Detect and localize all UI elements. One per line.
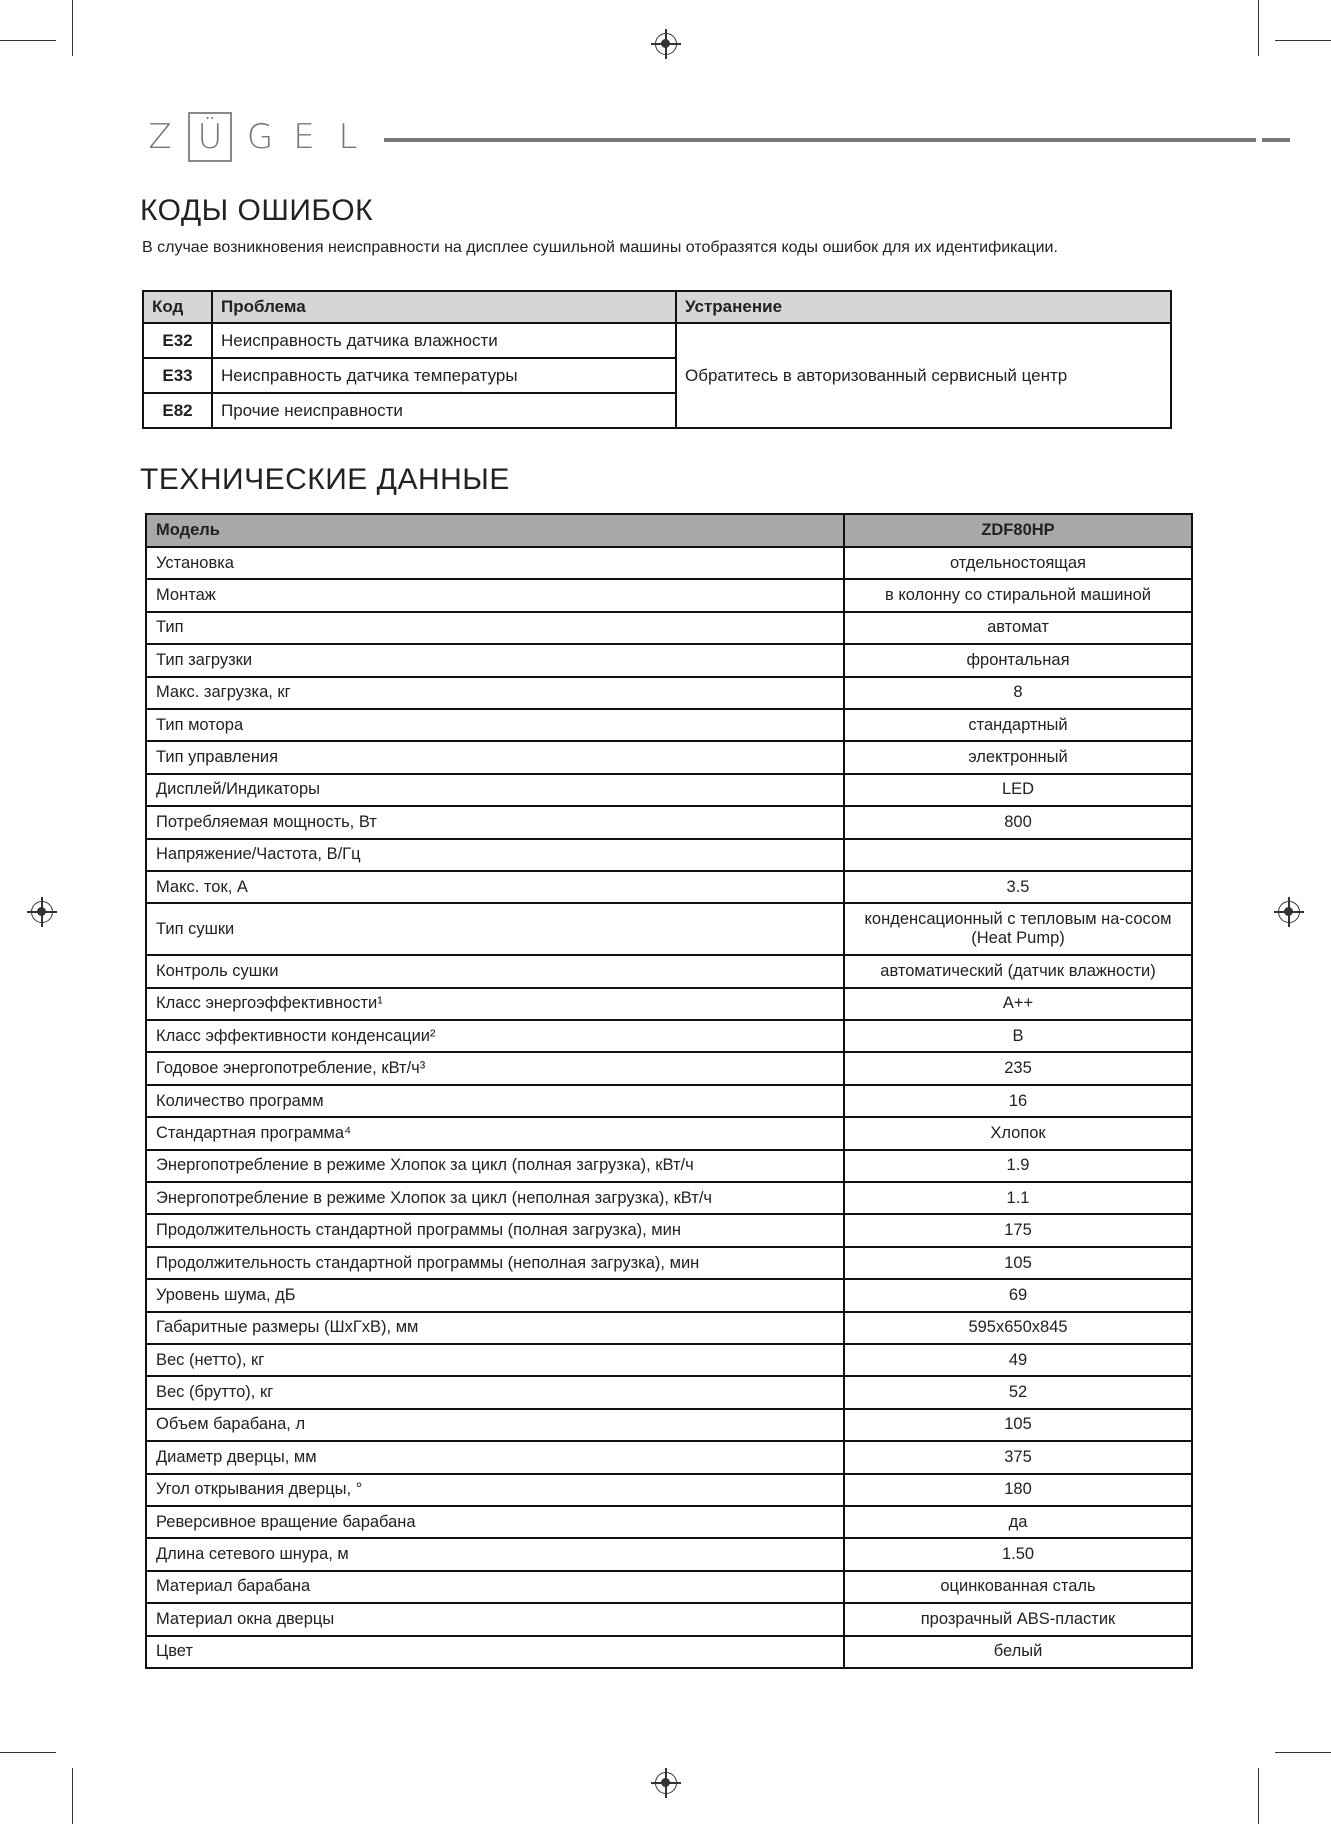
spec-label: Установка <box>146 547 844 579</box>
column-header: Код <box>143 291 212 323</box>
spec-value: 1.9 <box>844 1150 1192 1182</box>
spec-value: конденсационный с тепловым на-сосом (Heat Pump) <box>844 903 1192 955</box>
spec-value: стандартный <box>844 709 1192 741</box>
table-row <box>146 1571 1192 1603</box>
table-row <box>146 1636 1192 1668</box>
spec-label: Габаритные размеры (ШхГхВ), мм <box>146 1312 844 1344</box>
spec-value: 375 <box>844 1441 1192 1473</box>
logo-letter: Ü <box>188 112 232 162</box>
spec-label: Контроль сушки <box>146 955 844 987</box>
table-row <box>146 806 1192 838</box>
model-name: ZDF80HP <box>844 514 1192 547</box>
registration-mark-icon <box>655 33 677 55</box>
spec-value: белый <box>844 1636 1192 1668</box>
table-header-row <box>143 291 1171 323</box>
spec-label: Макс. загрузка, кг <box>146 677 844 709</box>
table-row <box>146 709 1192 741</box>
spec-value <box>844 839 1192 871</box>
error-problem: Неисправность датчика температуры <box>212 358 676 393</box>
table-row <box>146 988 1192 1020</box>
spec-label: Напряжение/Частота, В/Гц <box>146 839 844 871</box>
crop-mark <box>1275 1752 1331 1753</box>
spec-label: Вес (нетто), кг <box>146 1344 844 1376</box>
spec-value: 175 <box>844 1214 1192 1246</box>
spec-value: LED <box>844 774 1192 806</box>
table-row <box>146 1279 1192 1311</box>
table-row <box>146 1409 1192 1441</box>
spec-label: Количество программ <box>146 1085 844 1117</box>
spec-label: Угол открывания дверцы, ° <box>146 1474 844 1506</box>
spec-label: Тип сушки <box>146 903 844 955</box>
logo-letter: G <box>246 117 274 157</box>
registration-mark-icon <box>1278 901 1300 923</box>
table-row <box>146 903 1192 955</box>
spec-label: Вес (брутто), кг <box>146 1376 844 1408</box>
crop-mark <box>1258 1768 1259 1824</box>
table-row <box>146 612 1192 644</box>
table-row <box>146 579 1192 611</box>
table-row <box>146 1150 1192 1182</box>
spec-label: Потребляемая мощность, Вт <box>146 806 844 838</box>
error-solution: Обратитесь в авторизованный сервисный центр <box>676 323 1171 428</box>
spec-label: Продолжительность стандартной программы (неполная загрузка), мин <box>146 1247 844 1279</box>
spec-value: автоматический (датчик влажности) <box>844 955 1192 987</box>
spec-value: 235 <box>844 1052 1192 1084</box>
spec-label: Длина сетевого шнура, м <box>146 1538 844 1570</box>
spec-value: 8 <box>844 677 1192 709</box>
table-row <box>146 1247 1192 1279</box>
table-row <box>146 1474 1192 1506</box>
spec-value: 105 <box>844 1409 1192 1441</box>
spec-label: Класс эффективности конденсации² <box>146 1020 844 1052</box>
table-row <box>146 1085 1192 1117</box>
spec-value: 1.1 <box>844 1182 1192 1214</box>
crop-mark <box>1258 0 1259 56</box>
table-row <box>146 955 1192 987</box>
header-rule-dash <box>1262 138 1290 142</box>
spec-value: оцинкованная сталь <box>844 1571 1192 1603</box>
crop-mark <box>0 1752 56 1753</box>
spec-label: Объем барабана, л <box>146 1409 844 1441</box>
table-row <box>146 741 1192 773</box>
spec-value: 3.5 <box>844 871 1192 903</box>
spec-value: 595x650x845 <box>844 1312 1192 1344</box>
table-row <box>146 1020 1192 1052</box>
logo-letter: E <box>293 117 315 157</box>
spec-value: в колонну со стиральной машиной <box>844 579 1192 611</box>
error-problem: Неисправность датчика влажности <box>212 323 676 358</box>
spec-value: 800 <box>844 806 1192 838</box>
error-codes-intro: В случае возникновения неисправности на дисплее сушильной машины отобразятся коды ошибок для их идентификации. <box>142 239 1058 256</box>
crop-mark <box>72 0 73 56</box>
spec-label: Тип загрузки <box>146 644 844 676</box>
table-row <box>146 1052 1192 1084</box>
spec-label: Материал окна дверцы <box>146 1603 844 1635</box>
spec-label: Тип <box>146 612 844 644</box>
error-code: E32 <box>143 323 212 358</box>
table-row <box>146 1506 1192 1538</box>
error-code: E82 <box>143 393 212 428</box>
spec-label: Годовое энергопотребление, кВт/ч³ <box>146 1052 844 1084</box>
spec-label: Дисплей/Индикаторы <box>146 774 844 806</box>
spec-value: 1.50 <box>844 1538 1192 1570</box>
spec-label: Тип мотора <box>146 709 844 741</box>
header-rule <box>384 138 1256 142</box>
table-row <box>146 644 1192 676</box>
column-header: Устранение <box>676 291 1171 323</box>
spec-value: прозрачный ABS-пластик <box>844 1603 1192 1635</box>
spec-value: да <box>844 1506 1192 1538</box>
registration-mark-icon <box>31 901 53 923</box>
spec-label: Реверсивное вращение барабана <box>146 1506 844 1538</box>
brand-logo <box>138 112 370 162</box>
table-row <box>146 1441 1192 1473</box>
spec-label: Стандартная программа⁴ <box>146 1117 844 1149</box>
error-problem: Прочие неисправности <box>212 393 676 428</box>
spec-label: Энергопотребление в режиме Хлопок за цикл (неполная загрузка), кВт/ч <box>146 1182 844 1214</box>
column-header: Модель <box>146 514 844 547</box>
spec-label: Цвет <box>146 1636 844 1668</box>
spec-label: Диаметр дверцы, мм <box>146 1441 844 1473</box>
spec-value: отдельностоящая <box>844 547 1192 579</box>
spec-label: Тип управления <box>146 741 844 773</box>
error-codes-table <box>142 290 1172 429</box>
table-row <box>146 1538 1192 1570</box>
logo-letter: Z <box>148 117 172 157</box>
spec-value: 49 <box>844 1344 1192 1376</box>
table-row <box>146 1344 1192 1376</box>
spec-label: Уровень шума, дБ <box>146 1279 844 1311</box>
spec-label: Макс. ток, А <box>146 871 844 903</box>
spec-label: Материал барабана <box>146 1571 844 1603</box>
error-codes-title: КОДЫ ОШИБОК <box>140 194 374 227</box>
table-row <box>146 1312 1192 1344</box>
spec-value: 105 <box>844 1247 1192 1279</box>
spec-value: A++ <box>844 988 1192 1020</box>
spec-value: 16 <box>844 1085 1192 1117</box>
table-row <box>146 547 1192 579</box>
table-row <box>146 677 1192 709</box>
spec-label: Энергопотребление в режиме Хлопок за цикл (полная загрузка), кВт/ч <box>146 1150 844 1182</box>
specs-title: ТЕХНИЧЕСКИЕ ДАННЫЕ <box>140 463 510 496</box>
spec-label: Класс энергоэффективности¹ <box>146 988 844 1020</box>
spec-label: Монтаж <box>146 579 844 611</box>
specs-table <box>145 513 1193 1669</box>
table-row <box>146 1214 1192 1246</box>
column-header: Проблема <box>212 291 676 323</box>
table-row <box>146 871 1192 903</box>
table-row <box>146 1117 1192 1149</box>
crop-mark <box>0 40 56 41</box>
crop-mark <box>1275 40 1331 41</box>
spec-label: Продолжительность стандартной программы (полная загрузка), мин <box>146 1214 844 1246</box>
table-row <box>146 1603 1192 1635</box>
spec-value: фронтальная <box>844 644 1192 676</box>
logo-letter: L <box>338 117 358 157</box>
table-row <box>143 323 1171 358</box>
crop-mark <box>72 1768 73 1824</box>
spec-value: электронный <box>844 741 1192 773</box>
table-row <box>146 774 1192 806</box>
table-header-row <box>146 514 1192 547</box>
spec-value: B <box>844 1020 1192 1052</box>
spec-value: 69 <box>844 1279 1192 1311</box>
table-row <box>146 839 1192 871</box>
spec-value: 180 <box>844 1474 1192 1506</box>
spec-value: 52 <box>844 1376 1192 1408</box>
registration-mark-icon <box>655 1772 677 1794</box>
spec-value: Хлопок <box>844 1117 1192 1149</box>
table-row <box>146 1376 1192 1408</box>
spec-value: автомат <box>844 612 1192 644</box>
table-row <box>146 1182 1192 1214</box>
error-code: E33 <box>143 358 212 393</box>
